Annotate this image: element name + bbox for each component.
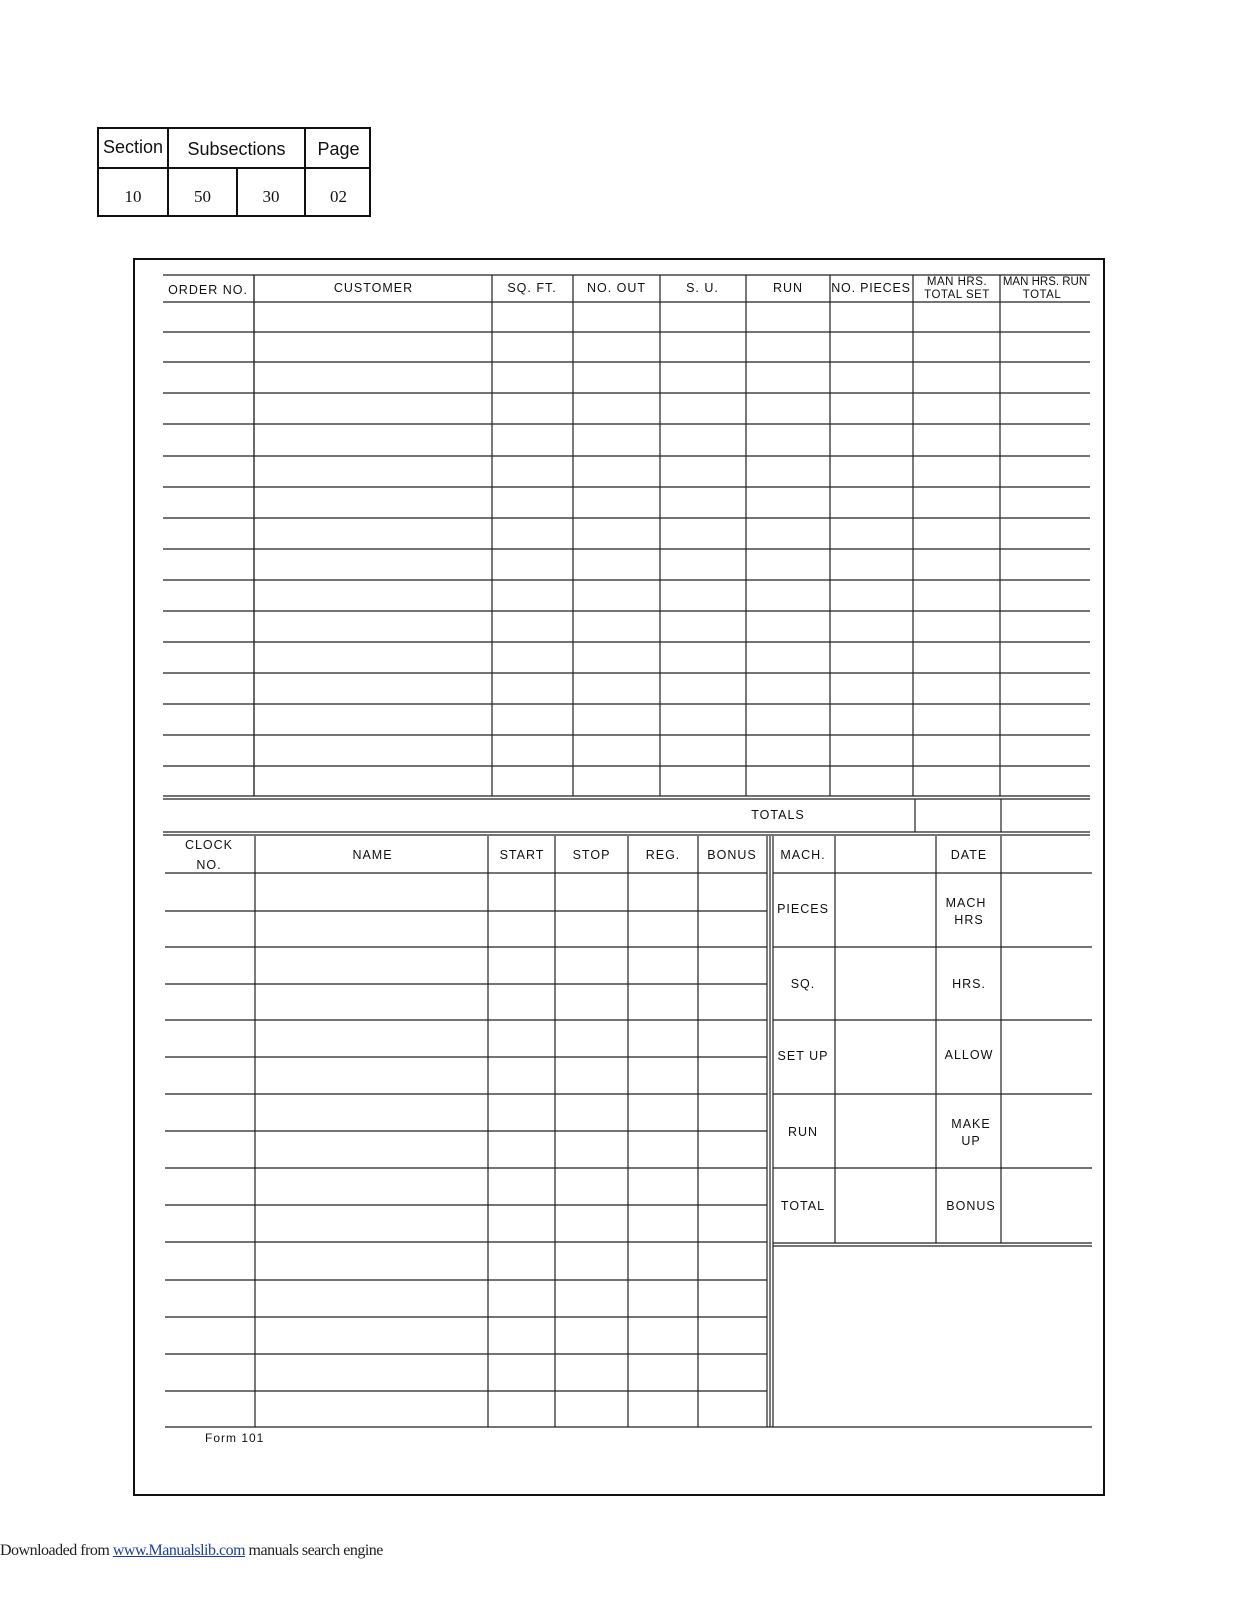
col-man-hrs-run-line1: MAN HRS. RUN — [1002, 276, 1088, 288]
totals-label: TOTALS — [751, 808, 805, 822]
col-name: NAME — [352, 848, 393, 862]
col-run: RUN — [772, 281, 804, 295]
footer-prefix: Downloaded from — [0, 1542, 113, 1559]
subsection-1-value: 50 — [194, 187, 211, 206]
mach-label: MACH. — [780, 848, 826, 862]
col-customer: CUSTOMER — [333, 281, 414, 295]
set-up-label: SET UP — [777, 1049, 829, 1063]
col-no-pieces: NO. PIECES — [831, 281, 911, 295]
footer-link[interactable]: www.Manualslib.com — [112, 1542, 246, 1559]
col-no-out: NO. OUT — [586, 281, 647, 295]
make-up-line2: UP — [961, 1134, 981, 1148]
form-number: Form 101 — [205, 1431, 265, 1445]
col-reg: REG. — [645, 848, 681, 862]
col-stop: STOP — [572, 848, 611, 862]
subsection-2-value: 30 — [262, 187, 280, 206]
col-su: S. U. — [686, 281, 719, 295]
total-label: TOTAL — [780, 1199, 826, 1213]
section-label: Section — [102, 137, 164, 157]
sq-label: SQ. — [790, 977, 816, 991]
col-man-hrs-set-line1: MAN HRS. — [926, 276, 988, 288]
col-order-no: ORDER NO. — [168, 283, 248, 297]
col-clock-line1: CLOCK — [184, 838, 234, 852]
pieces-label: PIECES — [777, 902, 829, 916]
col-bonus: BONUS — [707, 848, 757, 862]
allow-label: ALLOW — [944, 1048, 994, 1062]
col-sq-ft: SQ. FT. — [507, 281, 557, 295]
run-label: RUN — [787, 1125, 819, 1139]
page-value: 02 — [330, 187, 347, 206]
subsections-label: Subsections — [187, 139, 286, 159]
col-man-hrs-run-line2: TOTAL — [1022, 289, 1062, 301]
footer-suffix: manuals search engine — [245, 1542, 383, 1559]
mach-hrs-line2: HRS — [954, 913, 984, 927]
hrs-label: HRS. — [952, 977, 986, 991]
col-man-hrs-set-line2: TOTAL SET — [924, 289, 990, 301]
col-start: START — [499, 848, 545, 862]
bonus-label: BONUS — [946, 1199, 996, 1213]
make-up-line1: MAKE — [951, 1117, 991, 1131]
mach-hrs-line1: MACH — [945, 896, 987, 910]
page-label: Page — [317, 139, 360, 159]
col-clock-line2: NO. — [196, 858, 222, 872]
footer-attribution — [0, 1542, 383, 1560]
section-value: 10 — [124, 187, 142, 206]
date-label: DATE — [950, 848, 988, 862]
